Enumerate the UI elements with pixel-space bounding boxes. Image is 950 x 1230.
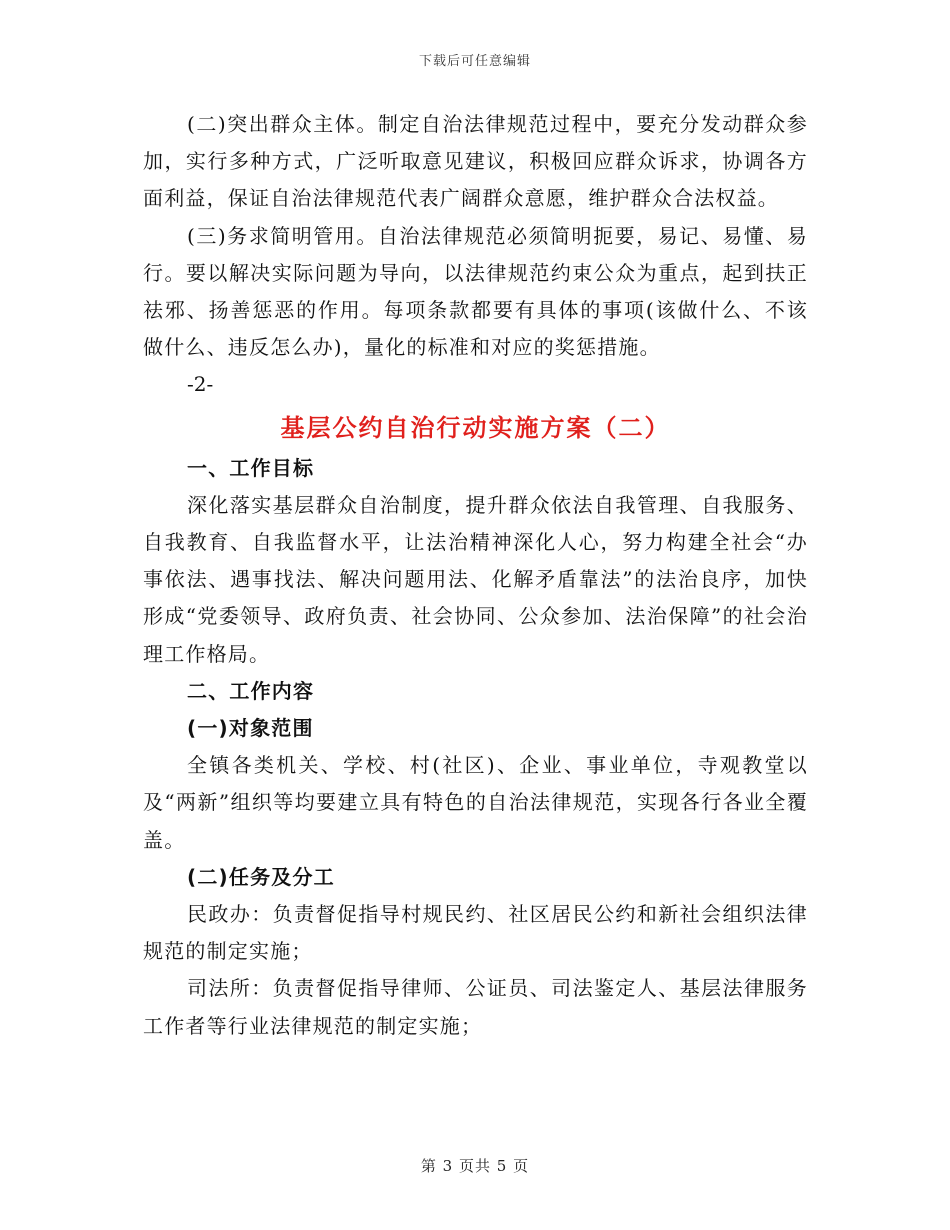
document-body xyxy=(143,106,808,1045)
paragraph-scope: 全镇各类机关、学校、村(社区)、企业、事业单位，寺观教堂以及“两新”组织等均要建立具有特色的自治法律规范，实现各行各业全覆盖。 xyxy=(143,753,808,852)
paragraph-highlight-masses: (二)突出群众主体。制定自治法律规范过程中，要充分发动群众参加，实行多种方式，广泛听取意见建议，积极回应群众诉求，协调各方面利益，保证自治法律规范代表广阔群众意愿，维护群众合法权益。 xyxy=(143,112,808,211)
subsection-heading-scope: (一)对象范围 xyxy=(187,716,314,741)
paragraph-civil-affairs: 民政办：负责督促指导村规民约、社区居民公约和新社会组织法律规范的制定实施； xyxy=(143,902,808,964)
paragraph-judicial-office: 司法所：负责督促指导律师、公证员、司法鉴定人、基层法律服务工作者等行业法律规范的制定实施； xyxy=(143,976,808,1038)
page-marker: -2- xyxy=(187,372,214,397)
section-heading-goals: 一、工作目标 xyxy=(187,455,315,480)
paragraph-simple-practical: (三)务求简明管用。自治法律规范必须简明扼要，易记、易懂、易行。要以解决实际问题为导向，以法律规范约束公众为重点，起到扶正祛邪、扬善惩恶的作用。每项条款都要有具体的事项(该做什么、不该做什么、违反怎么办)，量化的标准和对应的奖惩措施。 xyxy=(143,223,808,360)
page-footer: 第 3 页共 5 页 xyxy=(420,1157,530,1175)
document-title: 基层公约自治行动实施方案（二） xyxy=(280,412,671,442)
paragraph-goals: 深化落实基层群众自治制度，提升群众依法自我管理、自我服务、自我教育、自我监督水平，让法治精神深化人心，努力构建全社会“办事依法、遇事找法、解决问题用法、化解矛盾靠法”的法治良序，加快形成“党委领导、政府负责、社会协同、公众参加、法治保障”的社会治理工作格局。 xyxy=(143,492,808,666)
header-note: 下载后可任意编辑 xyxy=(418,54,531,69)
subsection-heading-tasks: (二)任务及分工 xyxy=(187,864,335,889)
section-heading-content: 二、工作内容 xyxy=(187,678,315,703)
